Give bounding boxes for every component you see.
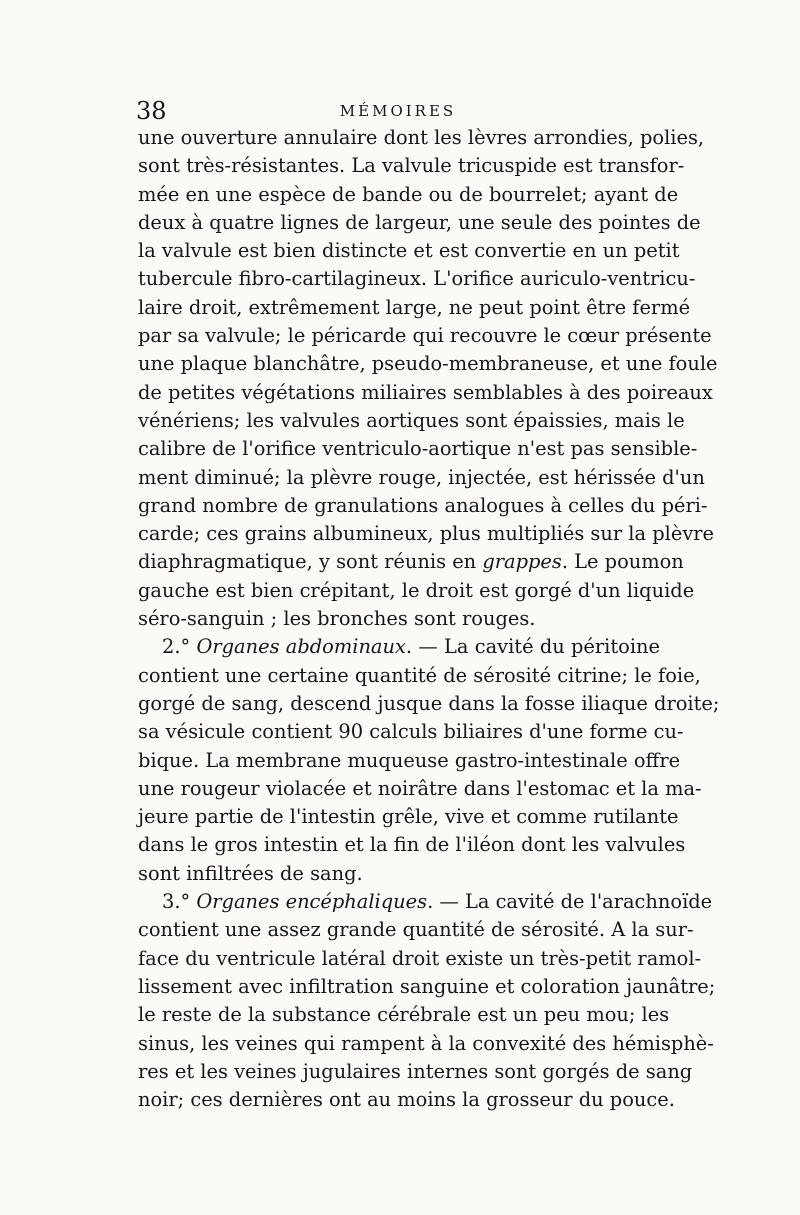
page-number: 38 <box>136 97 167 125</box>
text-line: tubercule fibro-cartilagineux. L'orifice auriculo-ventricu- <box>138 267 696 291</box>
text-line: vénériens; les valvules aortiques sont épaissies, mais le <box>138 408 685 432</box>
text-line <box>138 548 684 576</box>
text-line: carde; ces grains albumineux, plus multipliés sur la plèvre <box>138 522 715 546</box>
text-line: gorgé de sang, descend jusque dans la fosse iliaque droite; <box>138 691 720 715</box>
text-line: lissement avec infiltration sanguine et coloration jaunâtre; <box>138 974 716 998</box>
text-segment: diaphragmatique, y sont réunis en <box>138 550 483 574</box>
text-line: sa vésicule contient 90 calculs biliaires d'une forme cu- <box>138 720 684 744</box>
text-line: face du ventricule latéral droit existe un très-petit ramol- <box>138 946 702 970</box>
text-line: laire droit, extrêmement large, ne peut point être fermé <box>138 295 691 319</box>
text-segment: 2.° <box>162 635 197 659</box>
text-line <box>138 888 713 916</box>
text-line: une ouverture annulaire dont les lèvres arrondies, polies, <box>138 126 705 149</box>
text-line: grand nombre de granulations analogues à celles du péri- <box>138 493 708 517</box>
text-line: mée en une espèce de bande ou de bourrelet; ayant de <box>138 182 679 206</box>
text-line: calibre de l'orifice ventriculo-aortique n'est pas sensible- <box>138 437 698 461</box>
text-line <box>138 633 660 661</box>
text-line: jeure partie de l'intestin grêle, vive et comme rutilante <box>138 805 679 829</box>
italic-heading: Organes abdominaux <box>196 635 406 659</box>
text-segment: . — La cavité de l'arachnoïde <box>427 890 713 914</box>
text-segment: . — La cavité du péritoine <box>405 635 660 659</box>
running-title: MÉMOIRES <box>339 102 457 120</box>
text-line: res et les veines jugulaires internes sont gorgés de sang <box>138 1059 693 1083</box>
text-line: sont infiltrées de sang. <box>138 861 363 885</box>
text-line: séro-sanguin ; les bronches sont rouges. <box>138 607 536 631</box>
text-line: de petites végétations miliaires semblables à des poireaux <box>138 380 713 404</box>
text-line: gauche est bien crépitant, le droit est gorgé d'un liquide <box>138 578 695 602</box>
text-line: sinus, les veines qui rampent à la convexité des hémisphè- <box>138 1031 714 1055</box>
text-line: bique. La membrane muqueuse gastro-intestinale offre <box>138 748 681 772</box>
text-line: une rougeur violacée et noirâtre dans l'estomac et la ma- <box>138 776 702 800</box>
italic-heading: grappes <box>482 550 562 574</box>
text-line: une plaque blanchâtre, pseudo-membraneuse, et une foule <box>138 352 718 376</box>
running-head <box>136 96 660 126</box>
text-line: contient une assez grande quantité de sérosité. A la sur- <box>138 918 694 942</box>
text-segment: . Le poumon <box>561 550 684 574</box>
text-segment: 3.° <box>162 890 197 914</box>
body-text <box>138 124 720 1114</box>
italic-heading: Organes encéphaliques <box>196 890 428 914</box>
text-line: deux à quatre lignes de largeur, une seule des pointes de <box>138 210 701 234</box>
text-line: ment diminué; la plèvre rouge, injectée, est hérissée d'un <box>138 465 705 489</box>
text-line: contient une certaine quantité de sérosité citrine; le foie, <box>138 663 701 687</box>
text-line: le reste de la substance cérébrale est un peu mou; les <box>138 1003 670 1027</box>
text-line: noir; ces dernières ont au moins la grosseur du pouce. <box>138 1088 675 1112</box>
text-line: sont très-résistantes. La valvule tricuspide est transfor- <box>138 154 685 178</box>
text-line: la valvule est bien distincte et est convertie en un petit <box>138 239 680 263</box>
text-line: par sa valvule; le péricarde qui recouvre le cœur présente <box>138 324 712 348</box>
text-line: dans le gros intestin et la fin de l'iléon dont les valvules <box>138 833 686 857</box>
